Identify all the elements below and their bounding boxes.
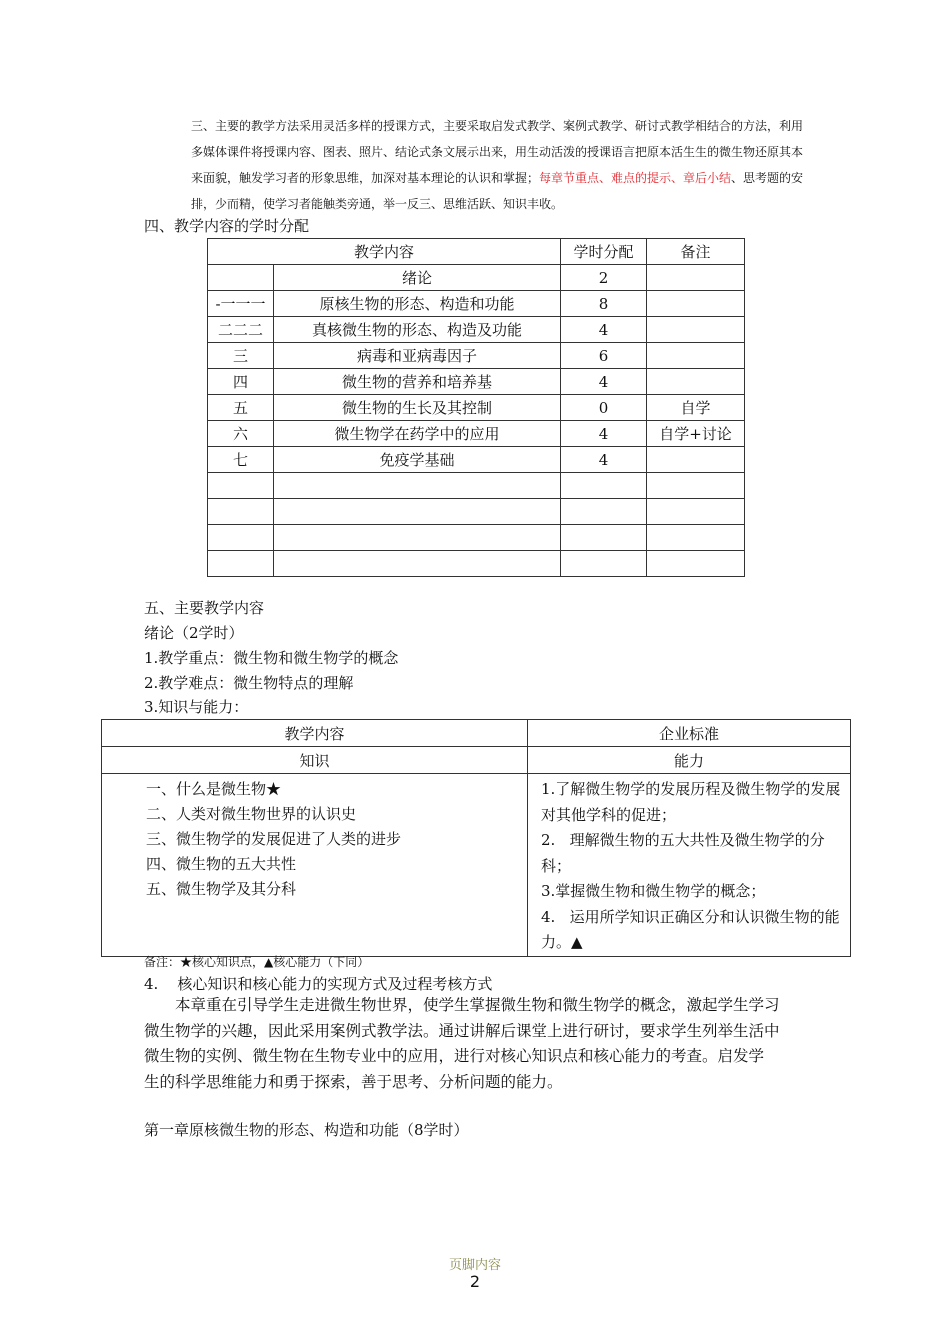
alloc-cell-note (647, 369, 745, 395)
alloc-cell-note (647, 265, 745, 291)
alloc-cell-note (647, 525, 745, 551)
alloc-cell-note (647, 291, 745, 317)
item4-line-4: 生的科学思维能力和勇于探索，善于思考、分析问题的能力。 (144, 1072, 563, 1091)
section4-title: 四、教学内容的学时分配 (144, 217, 310, 235)
knowledge-item: 五、微生物学及其分科 (146, 880, 297, 898)
ability-cell (528, 774, 851, 957)
knowledge-item: 三、微生物学的发展促进了人类的进步 (146, 830, 402, 848)
alloc-row (208, 551, 745, 577)
knowledge-ability-label: 3.知识与能力： (144, 698, 249, 716)
alloc-cell-hours: 0 (561, 395, 647, 421)
ability-list (528, 774, 850, 956)
alloc-cell-num: 五 (208, 395, 274, 421)
alloc-row (208, 343, 745, 369)
alloc-cell-num: 二二二 (208, 317, 274, 343)
know-header-content: 教学内容 (102, 720, 528, 747)
knowledge-ability-table (101, 719, 851, 957)
alloc-cell-content: 病毒和亚病毒因子 (274, 343, 561, 369)
ability-item: 4. 运用所学知识正确区分和认识微生物的能力。▲ (541, 907, 840, 951)
alloc-cell-hours: 6 (561, 343, 647, 369)
alloc-header-hours: 学时分配 (561, 239, 647, 265)
alloc-cell-num (208, 265, 274, 291)
alloc-cell-content (274, 551, 561, 577)
knowledge-list (102, 774, 527, 902)
alloc-header-note: 备注 (647, 239, 745, 265)
alloc-cell-content: 微生物的生长及其控制 (274, 395, 561, 421)
know-header-row-2 (102, 747, 851, 774)
alloc-cell-num: -一一一 (208, 291, 274, 317)
alloc-cell-content: 微生物学在药学中的应用 (274, 421, 561, 447)
alloc-cell-hours: 4 (561, 447, 647, 473)
item4-line-1: 本章重在引导学生走进微生物世界，使学生掌握微生物和微生物学的概念，激起学生学习 (175, 996, 780, 1014)
alloc-cell-content (274, 499, 561, 525)
methods-line-2: 多媒体课件将授课内容、图表、照片、结论式条文展示出来，用生动活泼的授课语言把原本活生生的微生物还原其本 (191, 145, 804, 159)
methods-line-3a: 来面貌，触发学习者的形象思维，加深对基本理论的认识和掌握； (191, 171, 540, 185)
alloc-cell-hours: 2 (561, 265, 647, 291)
item4-line-2: 微生物学的兴趣，因此采用案例式教学法。通过讲解后课堂上进行研讨，要求学生列举生活中 (144, 1021, 780, 1040)
alloc-cell-hours: 4 (561, 317, 647, 343)
alloc-cell-hours: 8 (561, 291, 647, 317)
alloc-cell-hours: 4 (561, 421, 647, 447)
alloc-cell-content: 真核微生物的形态、构造及功能 (274, 317, 561, 343)
alloc-row (208, 395, 745, 421)
alloc-cell-note (647, 499, 745, 525)
alloc-cell-hours (561, 499, 647, 525)
know-header-ability: 能力 (528, 747, 851, 774)
alloc-cell-num: 四 (208, 369, 274, 395)
alloc-cell-content: 微生物的营养和培养基 (274, 369, 561, 395)
methods-line-3c: 、思考题的安 (731, 171, 804, 185)
alloc-cell-note (647, 473, 745, 499)
teaching-key-point: 1.教学重点：微生物和微生物学的概念 (144, 649, 399, 667)
alloc-cell-num: 七 (208, 447, 274, 473)
knowledge-item: 四、微生物的五大共性 (146, 855, 297, 873)
alloc-cell-num (208, 551, 274, 577)
alloc-row (208, 525, 745, 551)
know-body-row (102, 774, 851, 957)
alloc-row (208, 473, 745, 499)
table-note: 备注：★核心知识点，▲核心能力（下同） (144, 955, 370, 969)
knowledge-cell (102, 774, 528, 957)
alloc-cell-content (274, 473, 561, 499)
ability-item: 2. 理解微生物的五大共性及微生物学的分科； (541, 831, 825, 875)
alloc-cell-num: 三 (208, 343, 274, 369)
footer-text: 页脚内容 (448, 1258, 501, 1273)
alloc-cell-content: 绪论 (274, 265, 561, 291)
alloc-cell-content: 原核生物的形态、构造和功能 (274, 291, 561, 317)
alloc-cell-note (647, 343, 745, 369)
item4-title: 4. 核心知识和核心能力的实现方式及过程考核方式 (144, 975, 493, 993)
alloc-row (208, 317, 745, 343)
methods-paragraph (191, 113, 851, 217)
know-header-knowledge: 知识 (102, 747, 528, 774)
alloc-row (208, 421, 745, 447)
ability-item: 3.掌握微生物和微生物学的概念； (541, 882, 766, 900)
section5-title: 五、主要教学内容 (144, 599, 265, 617)
item4-line-3: 微生物的实例、微生物在生物专业中的应用，进行对核心知识点和核心能力的考查。启发学 (144, 1047, 765, 1065)
ability-item: 1.了解微生物学的发展历程及微生物学的发展对其他学科的促进； (541, 780, 841, 824)
alloc-cell-hours (561, 473, 647, 499)
item4-paragraph (144, 993, 864, 1095)
alloc-cell-content (274, 525, 561, 551)
page-number: 2 (469, 1272, 481, 1291)
alloc-cell-note: 自学 (647, 395, 745, 421)
methods-line-4: 排，少而精，使学习者能触类旁通，举一反三、思维活跃、知识丰收。 (191, 197, 564, 211)
alloc-row (208, 369, 745, 395)
intro-heading: 绪论（2学时） (144, 624, 244, 642)
knowledge-item: 一、什么是微生物★ (146, 780, 282, 798)
teaching-difficulty: 2.教学难点：微生物特点的理解 (144, 674, 354, 692)
alloc-cell-num (208, 499, 274, 525)
alloc-cell-note (647, 551, 745, 577)
alloc-cell-hours: 4 (561, 369, 647, 395)
alloc-cell-note: 自学+讨论 (647, 421, 745, 447)
alloc-row (208, 499, 745, 525)
alloc-cell-content: 免疫学基础 (274, 447, 561, 473)
alloc-cell-note (647, 447, 745, 473)
know-header-row-1 (102, 720, 851, 747)
alloc-cell-note (647, 317, 745, 343)
chapter1-title: 第一章原核微生物的形态、构造和功能（8学时） (144, 1121, 469, 1139)
methods-line-3 (191, 165, 851, 191)
alloc-header-content: 教学内容 (208, 239, 561, 265)
alloc-row (208, 291, 745, 317)
alloc-row (208, 265, 745, 291)
methods-line-1: 三、主要的教学方法采用灵活多样的授课方式，主要采取启发式教学、案例式教学、研讨式教学相结合的方法，利用 (191, 119, 804, 133)
alloc-cell-hours (561, 551, 647, 577)
alloc-header-row (208, 239, 745, 265)
hours-allocation-table (207, 238, 745, 577)
alloc-cell-num (208, 525, 274, 551)
highlight-red-text: 每章节重点、难点的提示、章后小结 (539, 171, 732, 185)
knowledge-item: 二、人类对微生物世界的认识史 (146, 805, 357, 823)
alloc-row (208, 447, 745, 473)
alloc-cell-hours (561, 525, 647, 551)
alloc-cell-num (208, 473, 274, 499)
know-header-standard: 企业标准 (528, 720, 851, 747)
alloc-cell-num: 六 (208, 421, 274, 447)
